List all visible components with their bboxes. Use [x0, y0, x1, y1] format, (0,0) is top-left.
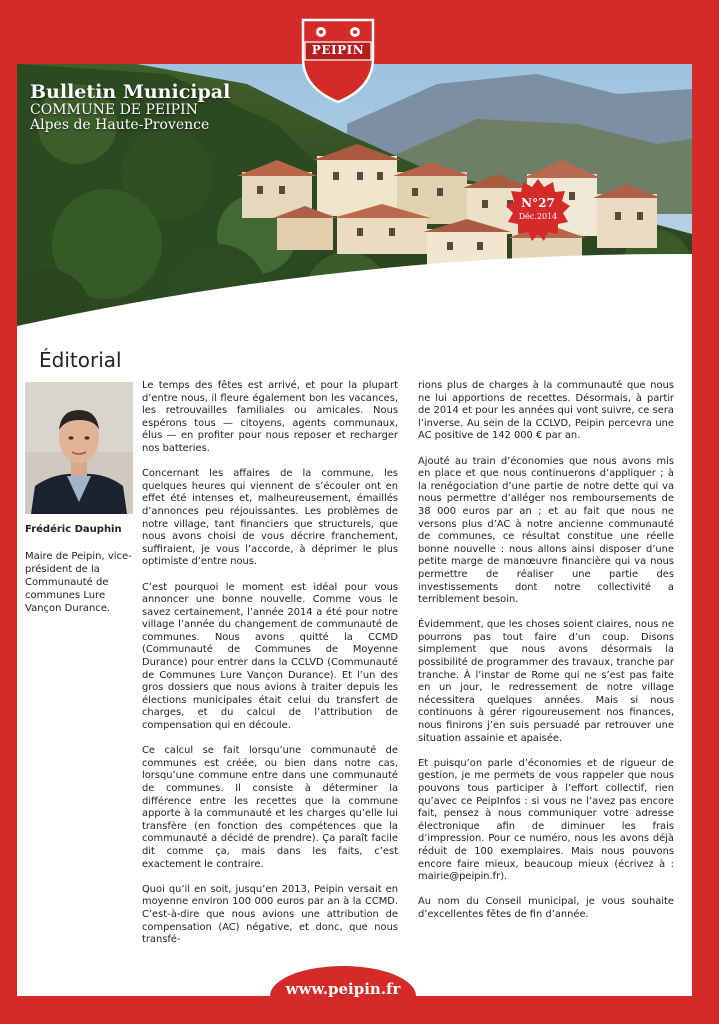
crest-label: PEIPIN	[311, 43, 365, 57]
issue-seal-icon	[506, 178, 570, 242]
author-role: Maire de Peipin, vice-président de la Communauté de communes Lure Vançon Durance.	[25, 551, 132, 614]
issue-date: Déc.2014	[518, 212, 558, 221]
commune-name: COMMUNE DE PEIPIN	[30, 102, 198, 118]
issue-number: N°27	[521, 196, 555, 210]
bulletin-page	[17, 64, 692, 996]
paragraph: Le temps des fêtes est arrivé, et pour la plupart d’entre nous, il fleure également bon les vacances, les retrouvailles familiales ou amicales. Nous espérons tous — citoyens, agents communaux, élus — en profiter pour nous reposer et recharger nos batteries.	[142, 380, 398, 454]
editorial-heading: Éditorial	[39, 348, 122, 372]
editorial-column-1	[142, 380, 398, 959]
crest-shield-icon	[301, 18, 375, 104]
website-link[interactable]: www.peipin.fr	[285, 980, 401, 998]
paragraph: Ajouté au train d’économies que nous avons mis en place et que nous continuerons d’appliquer ; à la renégociation d’une partie de notre dette qui va nous permettre d’alléger nos remboursements de 38 000 euros par an ; et au fait que nous ne versons plus d’AC à notre ancienne communauté de communes, ce résultat constitue une réelle bonne nouvelle : nous allons ainsi disposer d’une petite marge de manœuvre financière qui va nous permettre de réaliser une partie des investissements dont notre collectivité a terriblement besoin.	[418, 455, 674, 606]
paragraph: Quoi qu’il en soit, jusqu’en 2013, Peipin versait en moyenne environ 100 000 euros par an à la CCMD. C’est-à-dire que nous avions une attribution de compensation (AC) négative, et donc, que nous transfé-	[142, 883, 398, 946]
author-name: Frédéric Dauphin	[25, 524, 122, 535]
paragraph: C’est pourquoi le moment est idéal pour vous annoncer une bonne nouvelle. Comme vous le savez certainement, l’année 2014 a été pour notre village l’année du changement de communauté de communes. Nous avons quitté la CCMD (Communauté de Communes de Moyenne Durance) pour entrer dans la CCLVD (Communauté de Communes Lure Vançon Durance). Et l’un des gros dossiers que nous avions à traiter depuis les élections municipales était celui du transfert de charges, et du calcul de l’attribution de compensation qui en découle.	[142, 581, 398, 732]
region-name: Alpes de Haute-Provence	[30, 117, 210, 133]
paragraph: Ce calcul se fait lorsqu’une communauté de communes est créée, ou bien dans notre cas, lorsqu’une commune entre dans une communauté de communes. Il consiste à déterminer la différence entre les recettes que la commune apporte à la communauté et les charges qu’elle lui transfère (en fonction des compétences que la communauté a décidé de prendre). Ça paraît facile dit comme ça, mais dans les faits, c’est exactement le contraire.	[142, 745, 398, 870]
paragraph: Au nom du Conseil municipal, je vous souhaite d’excellentes fêtes de fin d’année.	[418, 896, 674, 920]
paragraph: rions plus de charges à la communauté que nous ne lui apportions de recettes. Désormais, à partir de 2014 et pour les années qui vont suivre, ce sera l’inverse. Au sein de la CCLVD, Peipin percevra une AC positive de 142 000 € par an.	[418, 380, 674, 442]
paragraph: Et puisqu’on parle d’économies et de rigueur de gestion, je me permets de vous rappeler que nous pouvons tous participer à l’effort collectif, rien qu’avec ce PeipInfos : si vous ne l’avez pas encore fait, pensez à nous communiquer votre adresse électronique afin de diminuer les frais d’impression. Pour ce numéro, nous les avons déjà réduit de 100 exemplaires. Mais nous pouvons encore faire mieux, beaucoup mieux (écrivez à : mairie@peipin.fr).	[418, 757, 674, 883]
editorial-column-2	[418, 380, 674, 934]
author-photo	[25, 382, 133, 514]
paragraph: Évidemment, que les choses soient claires, nous ne pourrons pas tout faire d’un coup. Disons simplement que nous avons désormais la possibilité de programmer des travaux, tranche par tranche. À l’instar de Rome qui ne s’est pas faite en un jour, le redressement de notre village nécessitera quelques années. Mais si nous continuons à gérer rigoureusement nos finances, nous finirons j’en suis persuadé par retrouver une situation assainie et apaisée.	[418, 619, 674, 744]
masthead	[30, 82, 230, 133]
bulletin-title: Bulletin Municipal	[30, 81, 231, 103]
paragraph: Concernant les affaires de la commune, les quelques heures qui viennent de s’écouler ont en effet été intenses et, malheureusement, émaillés d’annonces peu réjouissantes. Les problèmes de notre village, tant financiers que structurels, que nous avons choisi de vous décrire franchement, suffiraient, je vous l’accorde, à déprimer le plus optimiste d’entre nous.	[142, 468, 398, 568]
